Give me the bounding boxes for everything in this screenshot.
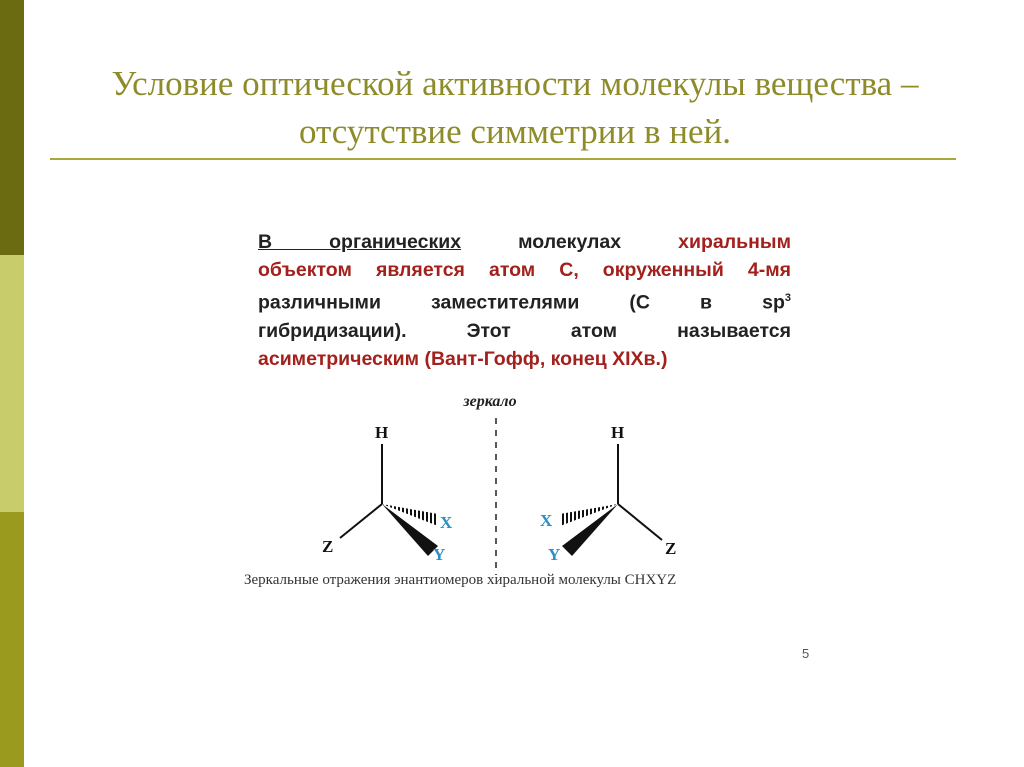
side-bar-middle bbox=[0, 255, 24, 512]
paragraph-line-3 bbox=[258, 284, 791, 317]
left-bond-x-hashed bbox=[382, 504, 438, 526]
paragraph-line-5: асиметрическим (Вант-Гофф, конец XIXв.) bbox=[258, 347, 668, 370]
right-atom-x: X bbox=[540, 511, 553, 530]
left-atom-h: H bbox=[375, 423, 389, 442]
title-line-1: Условие оптической активности молекулы вещества – bbox=[111, 64, 919, 103]
title-underline bbox=[50, 158, 956, 160]
paragraph-sup: 3 bbox=[784, 292, 791, 304]
right-atom-y: Y bbox=[548, 545, 561, 564]
left-molecule bbox=[322, 423, 453, 564]
left-atom-z: Z bbox=[322, 537, 334, 556]
left-bond-z bbox=[340, 504, 382, 538]
paragraph-line-4: гибридизации). Этот атом называется bbox=[258, 319, 791, 342]
right-bond-x-hashed bbox=[560, 504, 618, 526]
right-molecule bbox=[540, 423, 676, 564]
page-number: 5 bbox=[802, 646, 810, 661]
left-atom-y: Y bbox=[433, 545, 446, 564]
side-bar-bottom bbox=[0, 512, 24, 767]
paragraph-chiral: хиральным bbox=[678, 231, 791, 253]
enantiomer-diagram bbox=[230, 380, 730, 580]
left-atom-x: X bbox=[440, 513, 453, 532]
paragraph-underlined: В органических bbox=[258, 231, 462, 253]
side-bar-top bbox=[0, 0, 24, 255]
title-line-2: отсутствие симметрии в ней. bbox=[299, 112, 731, 151]
right-atom-z: Z bbox=[665, 539, 677, 558]
slide-title bbox=[40, 60, 990, 156]
diagram-caption: Зеркальные отражения энантиомеров хиральной молекулы CHXYZ bbox=[244, 572, 677, 588]
right-atom-h: H bbox=[611, 423, 625, 442]
paragraph-word-molecules: молекулах bbox=[518, 231, 622, 253]
body-paragraph bbox=[258, 228, 791, 373]
paragraph-line-2: объектом является атом С, окруженный 4-мя bbox=[258, 259, 791, 281]
right-bond-z bbox=[618, 504, 662, 540]
mirror-label: зеркало bbox=[463, 393, 517, 410]
paragraph-line-1 bbox=[258, 228, 791, 256]
paragraph-line-3-text: различными заместителями (С в sp bbox=[258, 291, 785, 314]
